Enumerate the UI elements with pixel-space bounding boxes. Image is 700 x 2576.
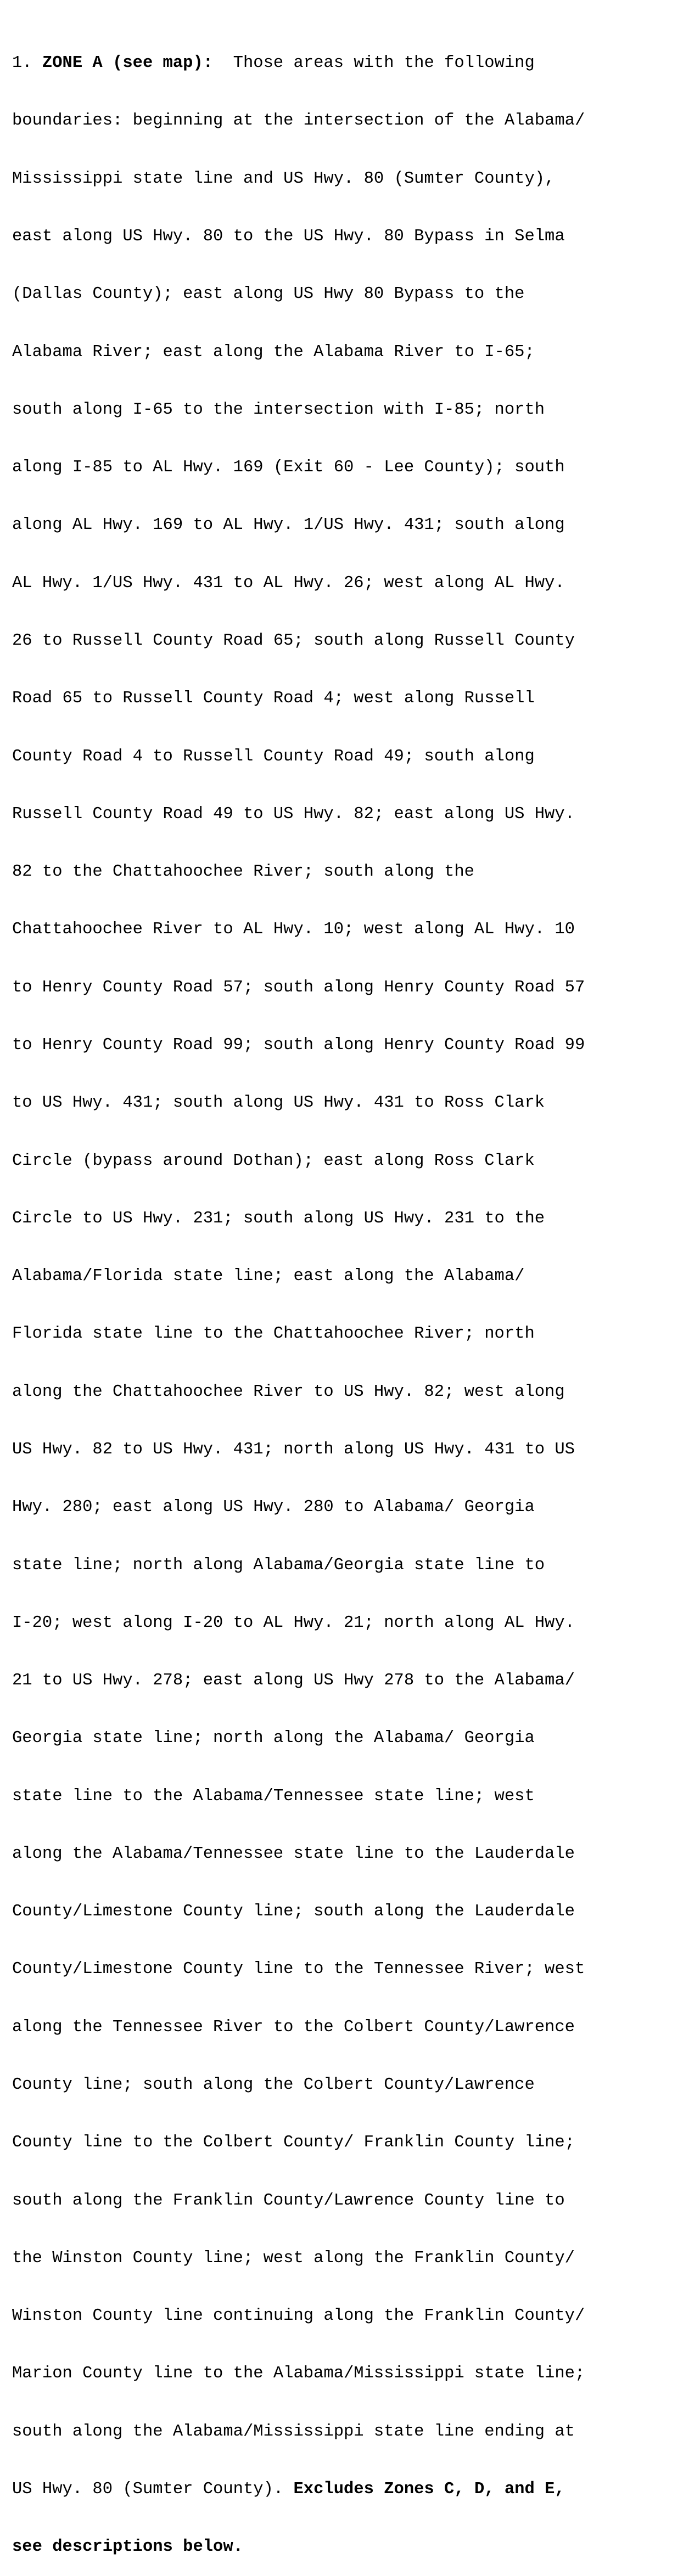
text-line: to US Hwy. 431; south along US Hwy. 431 to Ross Clark — [12, 1093, 545, 1113]
final-line-text: US Hwy. 80 (Sumter County). — [12, 2480, 294, 2499]
text-line: along the Chattahoochee River to US Hwy. 82; west along — [12, 1382, 565, 1401]
text-line: Russell County Road 49 to US Hwy. 82; east along US Hwy. — [12, 804, 575, 824]
first-line — [12, 54, 693, 73]
text-line: 82 to the Chattahoochee River; south along the — [12, 863, 474, 882]
text-line: Hwy. 280; east along US Hwy. 280 to Alabama/ Georgia — [12, 1498, 535, 1517]
text-line: County/Limestone County line; south along the Lauderdale — [12, 1902, 575, 1921]
text-line: south along the Alabama/Mississippi state line ending at — [12, 2422, 575, 2441]
text-line: east along US Hwy. 80 to the US Hwy. 80 Bypass in Selma — [12, 227, 565, 246]
text-line: Circle to US Hwy. 231; south along US Hwy. 231 to the — [12, 1209, 545, 1228]
text-line: boundaries: beginning at the intersection of the Alabama/ — [12, 111, 585, 131]
text-line: (Dallas County); east along US Hwy 80 Bypass to the — [12, 285, 525, 304]
text-line: Chattahoochee River to AL Hwy. 10; west along AL Hwy. 10 — [12, 920, 575, 939]
text-line: Marion County line to the Alabama/Mississippi state line; — [12, 2364, 585, 2383]
text-line: I-20; west along I-20 to AL Hwy. 21; north along AL Hwy. — [12, 1613, 575, 1632]
document-body — [12, 15, 693, 2576]
text-line: to Henry County Road 99; south along Henry County Road 99 — [12, 1035, 585, 1055]
text-line: Winston County line continuing along the Franklin County/ — [12, 2307, 585, 2326]
text-line: AL Hwy. 1/US Hwy. 431 to AL Hwy. 26; west along AL Hwy. — [12, 573, 565, 593]
text-line: Florida state line to the Chattahoochee River; north — [12, 1324, 535, 1344]
exclusion-note: Excludes Zones C, D, and E, — [293, 2480, 565, 2499]
text-line: along AL Hwy. 169 to AL Hwy. 1/US Hwy. 431; south along — [12, 516, 565, 535]
text-line: US Hwy. 82 to US Hwy. 431; north along US Hwy. 431 to US — [12, 1440, 575, 1459]
text-line: south along I-65 to the intersection with I-85; north — [12, 400, 545, 419]
text-line: Mississippi state line and US Hwy. 80 (Sumter County), — [12, 169, 555, 188]
text-line: along I-85 to AL Hwy. 169 (Exit 60 - Lee County); south — [12, 458, 565, 477]
text-line: Georgia state line; north along the Alabama/ Georgia — [12, 1729, 535, 1748]
text-line: state line; north along Alabama/Georgia state line to — [12, 1555, 545, 1575]
text-line: along the Tennessee River to the Colbert County/Lawrence — [12, 2017, 575, 2037]
text-line: Alabama River; east along the Alabama River to I-65; — [12, 342, 535, 362]
text-line: County line to the Colbert County/ Franklin County line; — [12, 2133, 575, 2152]
text-line: 21 to US Hwy. 278; east along US Hwy 278 to the Alabama/ — [12, 1671, 575, 1690]
zone-heading: ZONE A (see map): — [42, 54, 214, 73]
text-line: County Road 4 to Russell County Road 49; south along — [12, 747, 535, 766]
text-line: County line; south along the Colbert County/Lawrence — [12, 2076, 535, 2095]
text-line: Those areas with the following — [213, 54, 535, 73]
final-line — [12, 2480, 693, 2499]
text-line: Circle (bypass around Dothan); east along Ross Clark — [12, 1151, 535, 1170]
closing-note: see descriptions below. — [12, 2538, 243, 2557]
text-line: south along the Franklin County/Lawrence County line to — [12, 2191, 565, 2210]
text-line: along the Alabama/Tennessee state line to the Lauderdale — [12, 1844, 575, 1863]
text-line: to Henry County Road 57; south along Henry County Road 57 — [12, 978, 585, 997]
text-line: Alabama/Florida state line; east along the Alabama/ — [12, 1267, 525, 1286]
text-line: state line to the Alabama/Tennessee state line; west — [12, 1786, 535, 1806]
text-line: the Winston County line; west along the Franklin County/ — [12, 2248, 575, 2268]
item-number: 1. — [12, 54, 42, 73]
text-line: 26 to Russell County Road 65; south along Russell County — [12, 632, 575, 650]
text-line: County/Limestone County line to the Tennessee River; west — [12, 1960, 585, 1979]
text-line: Road 65 to Russell County Road 4; west along Russell — [12, 689, 535, 708]
